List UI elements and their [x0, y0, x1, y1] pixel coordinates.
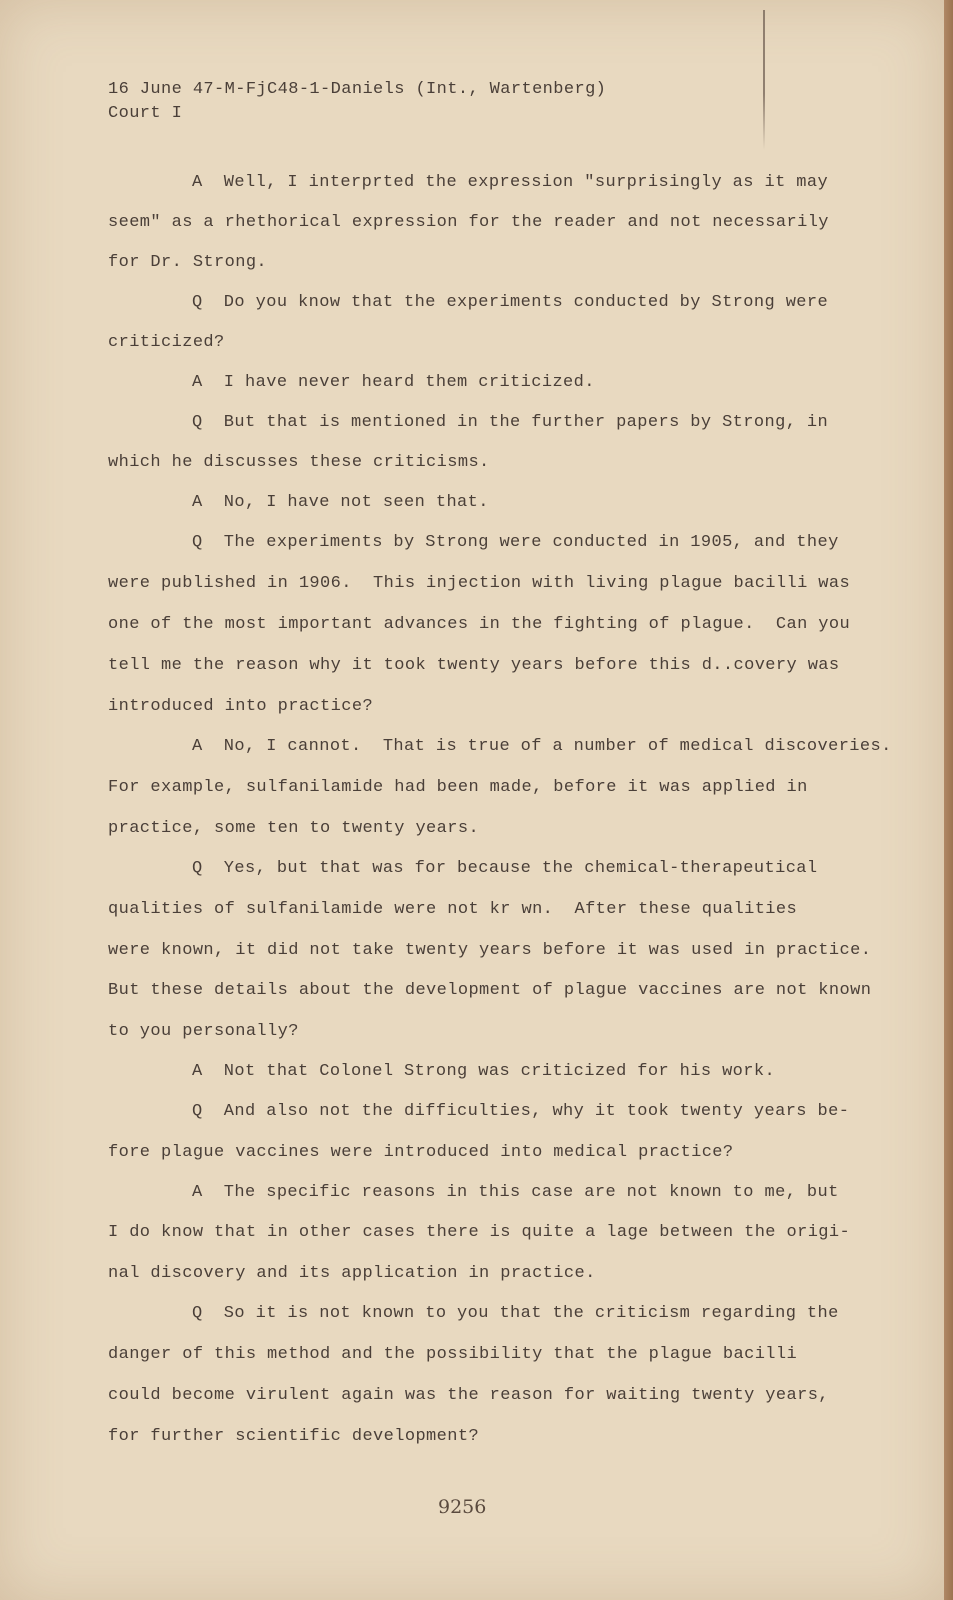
document-header: [108, 78, 606, 126]
page-number: 9256: [438, 1496, 487, 1518]
margin-mark: [763, 10, 765, 150]
text-line: nal discovery and its application in practice.: [108, 1264, 596, 1283]
text-line: for further scientific development?: [108, 1427, 480, 1446]
text-line: introduced into practice?: [108, 697, 374, 716]
text-line: one of the most important advances in the fighting of plague. Can you: [108, 615, 851, 634]
text-line: A Not that Colonel Strong was criticized for his work.: [192, 1062, 776, 1081]
text-line: For example, sulfanilamide had been made, before it was applied in: [108, 778, 808, 797]
text-line: A I have never heard them criticized.: [192, 373, 595, 392]
text-line: tell me the reason why it took twenty years before this d..covery was: [108, 656, 840, 675]
text-line: I do know that in other cases there is quite a lage between the origi-: [108, 1223, 851, 1242]
text-line: for Dr. Strong.: [108, 253, 268, 272]
text-line: Q And also not the difficulties, why it took twenty years be-: [192, 1102, 850, 1121]
text-line: But these details about the development of plague vaccines are not known: [108, 981, 872, 1000]
text-line: seem" as a rhethorical expression for the reader and not necessarily: [108, 213, 829, 232]
text-line: Q Yes, but that was for because the chemical-therapeutical: [192, 859, 818, 878]
text-line: criticized?: [108, 333, 225, 352]
text-line: A The specific reasons in this case are not known to me, but: [192, 1183, 839, 1202]
text-line: Q But that is mentioned in the further papers by Strong, in: [192, 413, 829, 432]
text-line: were known, it did not take twenty years before it was used in practice.: [108, 941, 872, 960]
text-line: Q So it is not known to you that the criticism regarding the: [192, 1304, 839, 1323]
text-line: Q Do you know that the experiments conducted by Strong were: [192, 293, 829, 312]
text-line: A No, I cannot. That is true of a number of medical discoveries.: [192, 737, 892, 756]
header-line-1: 16 June 47-M-FjC48-1-Daniels (Int., Wartenberg): [108, 80, 607, 99]
header-line-2: Court I: [108, 104, 183, 123]
text-line: A Well, I interprted the expression "surprisingly as it may: [192, 173, 829, 192]
text-line: could become virulent again was the reason for waiting twenty years,: [108, 1386, 829, 1405]
text-line: A No, I have not seen that.: [192, 493, 489, 512]
text-line: danger of this method and the possibility that the plague bacilli: [108, 1345, 798, 1364]
text-line: qualities of sulfanilamide were not kr wn. After these qualities: [108, 900, 798, 919]
text-line: practice, some ten to twenty years.: [108, 819, 480, 838]
page-edge: [944, 0, 953, 1600]
text-line: which he discusses these criticisms.: [108, 453, 490, 472]
text-line: Q The experiments by Strong were conducted in 1905, and they: [192, 533, 839, 552]
text-line: were published in 1906. This injection with living plague bacilli was: [108, 574, 851, 593]
text-line: to you personally?: [108, 1022, 299, 1041]
text-line: fore plague vaccines were introduced into medical practice?: [108, 1143, 734, 1162]
